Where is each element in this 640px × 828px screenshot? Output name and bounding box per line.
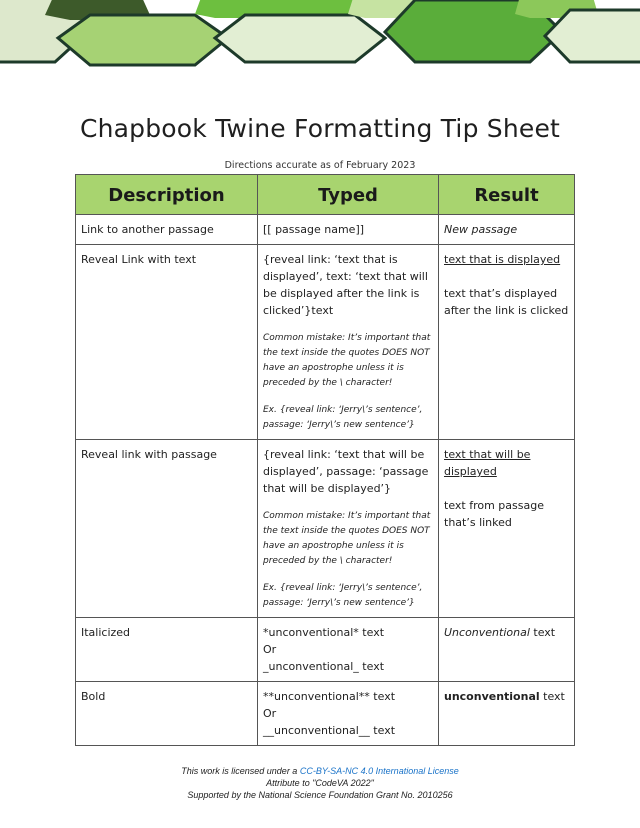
revealed-text: text from passage that’s linked xyxy=(444,499,544,529)
grant-line: Supported by the National Science Foundation Grant No. 2010256 xyxy=(187,790,453,800)
row-result xyxy=(439,618,575,682)
revealed-text: text that’s displayed after the link is clicked xyxy=(444,287,569,317)
common-mistake-note: Common mistake: It’s important that the text inside the quotes DOES NOT have an apostrophe unless it is preceded by the \ character! xyxy=(263,511,431,566)
common-mistake-note: Common mistake: It’s important that the text inside the quotes DOES NOT have an apostrophe unless it is preceded by the \ character! xyxy=(263,333,431,388)
page-title: Chapbook Twine Formatting Tip Sheet xyxy=(79,114,561,143)
revealed-link[interactable]: text that is displayed xyxy=(444,253,561,266)
result-italic: Unconventional xyxy=(444,626,530,639)
row-result xyxy=(439,215,575,245)
row-result xyxy=(439,440,575,618)
typed-line: Or xyxy=(263,707,277,720)
table-row xyxy=(76,618,575,682)
table-row xyxy=(76,215,575,245)
typed-line: __unconventional__ text xyxy=(263,724,396,737)
row-typed xyxy=(258,440,439,618)
row-description: Link to another passage xyxy=(76,215,258,245)
row-result xyxy=(439,245,575,440)
header-description: Description xyxy=(76,175,258,215)
row-description: Bold xyxy=(76,682,258,746)
result-plain: text xyxy=(529,626,556,639)
row-description: Reveal link with passage xyxy=(76,440,258,618)
result-italic: New passage xyxy=(444,223,518,236)
row-typed xyxy=(258,682,439,746)
license-line xyxy=(0,765,640,777)
row-typed xyxy=(258,245,439,440)
table-header-row xyxy=(76,175,575,215)
table-row xyxy=(76,245,575,440)
table-row xyxy=(76,682,575,746)
license-prefix: This work is licensed under a xyxy=(181,766,300,776)
typed-line: **unconventional** text xyxy=(263,690,396,703)
header-typed: Typed xyxy=(258,175,439,215)
typed-line: _unconventional_ text xyxy=(263,660,385,673)
license-link[interactable]: CC-BY-SA-NC 4.0 International License xyxy=(299,766,459,776)
typed-code: {reveal link: ‘text that is displayed’, text: ‘text that will be displayed after the link is clicked’}text xyxy=(263,253,428,317)
result-bold: unconventional xyxy=(444,690,540,703)
typed-code: {reveal link: ‘text that will be displayed’, passage: ‘passage that will be displayed’} xyxy=(263,448,429,495)
hexagon-5 xyxy=(215,15,385,62)
header-result: Result xyxy=(439,175,575,215)
row-description: Italicized xyxy=(76,618,258,682)
example-note: Ex. {reveal link: ‘Jerry\’s sentence’, passage: ‘Jerry\’s new sentence’} xyxy=(263,405,423,430)
directions-note: Directions accurate as of February 2023 xyxy=(224,160,416,171)
tip-table xyxy=(75,174,575,746)
table-row xyxy=(76,440,575,618)
row-typed xyxy=(258,618,439,682)
license-footer xyxy=(0,765,640,801)
result-plain: text xyxy=(539,690,565,703)
row-result xyxy=(439,682,575,746)
row-typed: [[ passage name]] xyxy=(258,215,439,245)
typed-line: Or xyxy=(263,643,277,656)
row-description: Reveal Link with text xyxy=(76,245,258,440)
example-note: Ex. {reveal link: ‘Jerry\’s sentence’, passage: ‘Jerry\’s new sentence’} xyxy=(263,583,423,608)
hexagon-banner xyxy=(0,0,640,70)
revealed-link[interactable]: text that will be displayed xyxy=(444,448,531,478)
hexagon-3 xyxy=(58,15,228,65)
typed-line: *unconventional* text xyxy=(263,626,385,639)
attribution-line: Attribute to "CodeVA 2022" xyxy=(266,778,374,788)
